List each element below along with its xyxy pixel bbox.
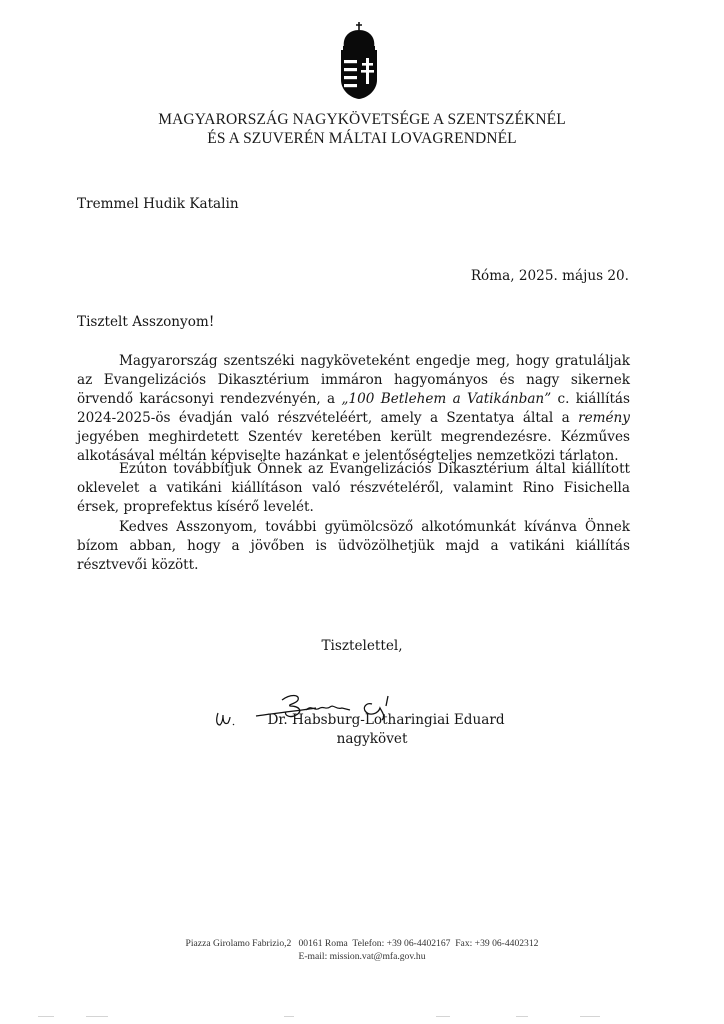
recipient-name: Tremmel Hudik Katalin [77,196,239,212]
scan-speck [436,1016,450,1017]
signer-name: Dr. Habsburg-Lotharingiai Eduard [267,712,505,728]
signer-title: nagykövet [336,731,408,747]
letterhead-line-1: MAGYARORSZÁG NAGYKÖVETSÉGE A SZENTSZÉKNÉL [158,111,566,128]
paragraph-3-text: Kedves Asszonyom, további gyümölcsöző alkotómunkát kívánva Önnek bízom abban, hogy a jövőben is üdvözölhetjük majd a vatikáni kiállítás résztvevői között. [77,519,630,573]
paragraph-2-text: Ezúton továbbítjuk Önnek az Evangelizációs Dikasztérium által kiállított oklevelet a vatikáni kiállításon való részvételéről, valamint Rino Fisichella érsek, proprefektus kísérő levelét. [77,461,630,515]
hope-word: remény [578,410,630,426]
paragraph-1-part-2: c. kiállítás 2024-2025-ös évadján való részvételéért, amely a Szentatya által a [77,391,630,426]
scan-speck [516,1016,528,1017]
scan-speck [284,1016,294,1017]
salutation: Tisztelt Asszonyom! [77,314,215,330]
footer-email: E-mail: mission.vat@mfa.gov.hu [298,951,426,962]
paragraph-1-part-1: Magyarország szentszéki nagyköveteként engedje meg, hogy gratuláljak az Evangelizációs Dikasztérium immáron hagyományos és nagy sikernek örvendő karácsonyi rendezvényén, a [77,353,630,407]
paragraph-2 [77,460,630,517]
paragraph-3 [77,518,630,575]
letter-date: Róma, 2025. május 20. [470,268,629,284]
letterhead-line-2: ÉS A SZUVERÉN MÁLTAI LOVAGRENDNÉL [207,130,517,147]
footer-address: Piazza Girolamo Fabrizio,2 00161 Roma Telefon: +39 06-4402167 Fax: +39 06-4402312 [185,938,539,949]
paragraph-1 [77,352,630,466]
coat-of-arms-icon [336,22,382,100]
exhibition-title: „100 Betlehem a Vatikánban” [341,391,552,407]
closing: Tisztelettel, [321,638,403,654]
scan-artifacts [0,1016,724,1019]
scan-speck [38,1016,54,1017]
paragraph-1-part-3: jegyében meghirdetett Szentév keretében került megrendezésre. Kézműves alkotásával méltán képviselte hazánkat e jelentőségteljes nemzetközi tárlaton. [77,429,630,464]
scan-speck [580,1016,600,1017]
scan-speck [86,1016,108,1017]
